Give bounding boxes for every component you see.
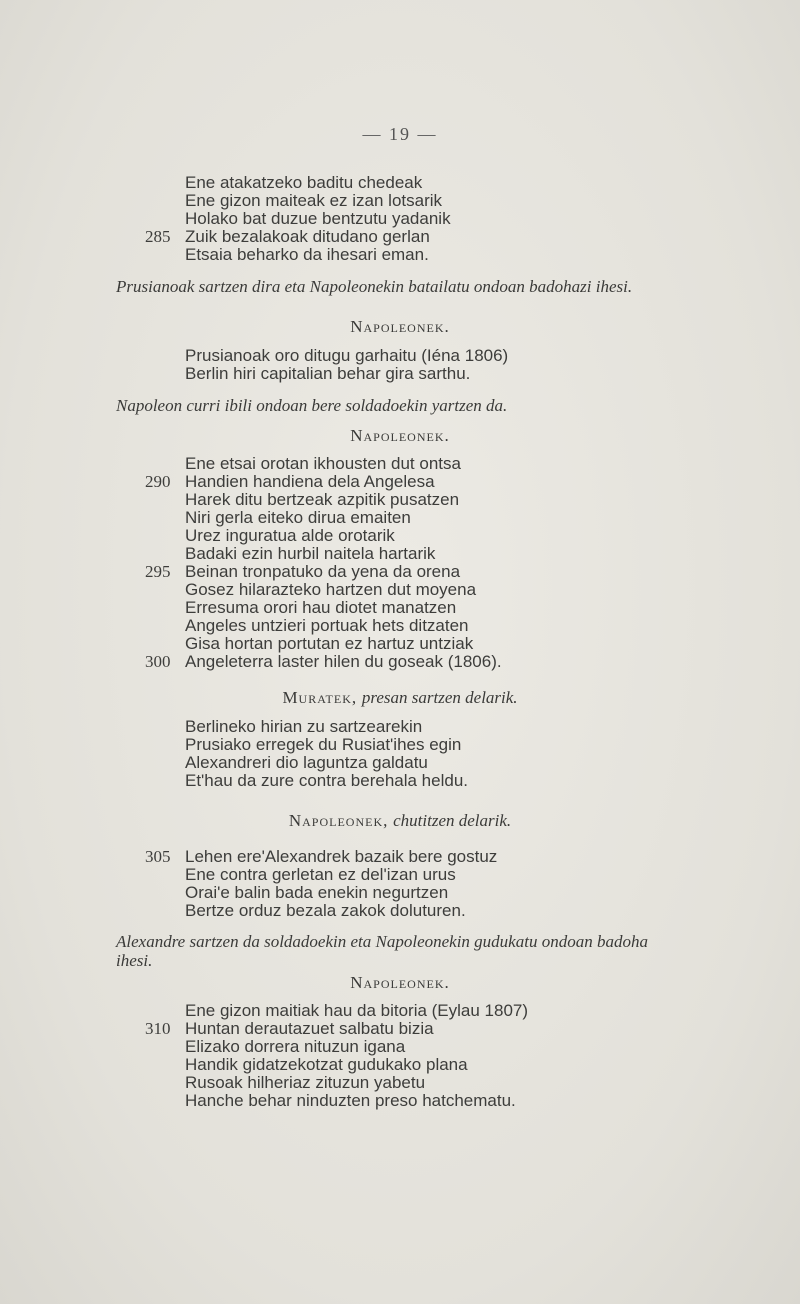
verse-line: Ene gizon maitiak hau da bitoria (Eylau 1807) xyxy=(185,1001,529,1020)
verse-line: Badaki ezin hurbil naitela hartarik xyxy=(185,544,436,563)
stage-direction: Prusianoak sartzen dira eta Napoleonekin batailatu ondoan badohazi ihesi. xyxy=(116,277,633,296)
verse-line: Handien handiena dela Angelesa xyxy=(185,472,435,491)
verse-line: Zuik bezalakoak ditudano gerlan xyxy=(185,227,430,246)
line-number: 310 xyxy=(145,1019,171,1038)
speaker-name: Muratek, xyxy=(282,688,358,707)
verse-line: Ene contra gerletan ez del'izan urus xyxy=(185,865,456,884)
verse-line: Ene atakatzeko baditu chedeak xyxy=(185,173,423,192)
line-number: 295 xyxy=(145,562,171,581)
speaker-heading xyxy=(0,973,800,993)
verse-line: Holako bat duzue bentzutu yadanik xyxy=(185,209,451,228)
verse-line: Orai'e balin bada enekin negurtzen xyxy=(185,883,449,902)
stage-direction: Napoleon curri ibili ondoan bere soldadoekin yartzen da. xyxy=(116,396,508,415)
verse-line: Et'hau da zure contra berehala heldu. xyxy=(185,771,468,790)
verse-line: Rusoak hilheriaz zituzun yabetu xyxy=(185,1073,426,1092)
verse-line: Bertze orduz bezala zakok doluturen. xyxy=(185,901,466,920)
speaker-direction: chutitzen delarik. xyxy=(393,811,512,830)
verse-line: Berlineko hirian zu sartzearekin xyxy=(185,717,423,736)
speaker-heading xyxy=(0,426,800,446)
verse-line: Urez inguratua alde orotarik xyxy=(185,526,395,545)
speaker-name: Napoleonek. xyxy=(350,426,450,445)
page-number: — 19 — xyxy=(362,124,438,144)
line-number: 305 xyxy=(145,847,171,866)
verse-line: Lehen ere'Alexandrek bazaik bere gostuz xyxy=(185,847,498,866)
verse-line: Prusianoak oro ditugu garhaitu (Iéna 1806) xyxy=(185,346,509,365)
speaker-direction: presan sartzen delarik. xyxy=(361,688,518,707)
speaker-heading xyxy=(0,688,800,708)
verse-line: Etsaia beharko da ihesari eman. xyxy=(185,245,429,264)
verse-line: Hanche behar ninduzten preso hatchematu. xyxy=(185,1091,516,1110)
verse-line: Ene gizon maiteak ez izan lotsarik xyxy=(185,191,443,210)
speaker-name: Napoleonek. xyxy=(350,973,450,992)
verse-line: Gisa hortan portutan ez hartuz untziak xyxy=(185,634,474,653)
verse-line: Niri gerla eiteko dirua emaiten xyxy=(185,508,411,527)
verse-line: Huntan derautazuet salbatu bizia xyxy=(185,1019,434,1038)
verse-line: Prusiako erregek du Rusiat'ihes egin xyxy=(185,735,462,754)
verse-line: Erresuma orori hau diotet manatzen xyxy=(185,598,457,617)
speaker-heading xyxy=(0,317,800,337)
verse-line: Beinan tronpatuko da yena da orena xyxy=(185,562,461,581)
speaker-heading xyxy=(0,811,800,831)
verse-line: Handik gidatzekotzat gudukako plana xyxy=(185,1055,468,1074)
line-number: 300 xyxy=(145,652,171,671)
verse-line: Angeleterra laster hilen du goseak (1806). xyxy=(185,652,502,671)
verse-line: Elizako dorrera nituzun igana xyxy=(185,1037,406,1056)
verse-line: Angeles untzieri portuak hets ditzaten xyxy=(185,616,469,635)
verse-line: Gosez hilarazteko hartzen dut moyena xyxy=(185,580,477,599)
stage-direction: Alexandre sartzen da soldadoekin eta Napoleonekin gudukatu ondoan badoha ihesi. xyxy=(116,932,648,970)
speaker-name: Napoleonek, xyxy=(288,811,389,830)
line-number: 290 xyxy=(145,472,171,491)
speaker-name: Napoleonek. xyxy=(350,317,450,336)
verse-line: Harek ditu bertzeak azpitik pusatzen xyxy=(185,490,460,509)
verse-line: Alexandreri dio laguntza galdatu xyxy=(185,753,428,772)
verse-line: Ene etsai orotan ikhousten dut ontsa xyxy=(185,454,461,473)
verse-line: Berlin hiri capitalian behar gira sarthu. xyxy=(185,364,471,383)
line-number: 285 xyxy=(145,227,171,246)
